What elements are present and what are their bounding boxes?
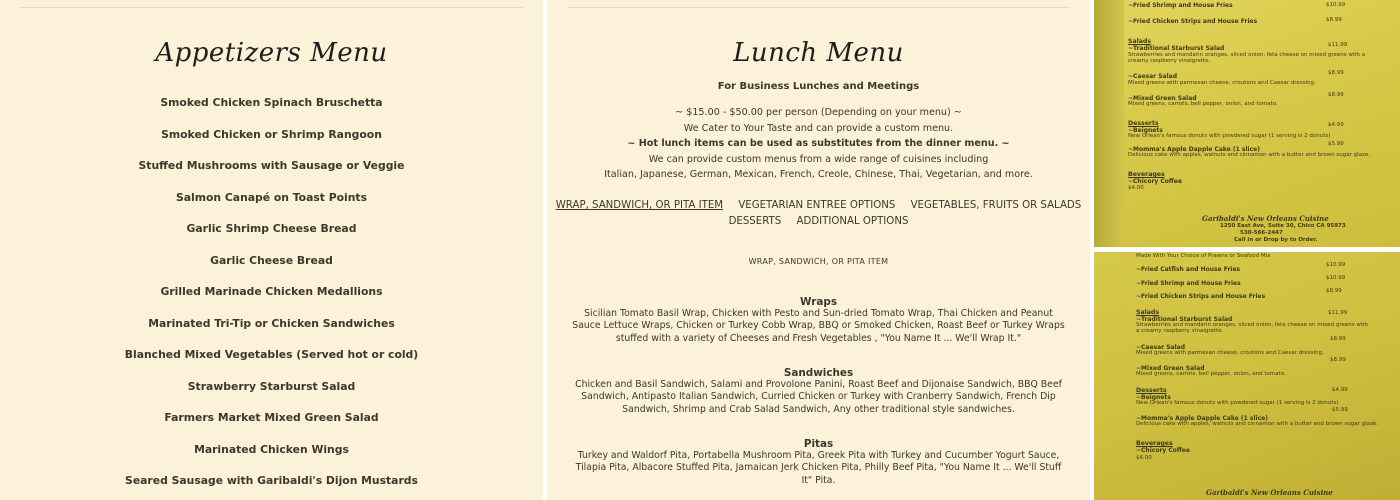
sandwiches-section [547,367,1090,416]
list-item: Grilled Marinade Chicken Medallions [160,285,383,298]
address: 1250 East Ave, Suite 30, Chico CA 95973 [1220,223,1346,229]
lunch-subtitle: For Business Lunches and Meetings [717,81,920,92]
menu-price: $4.99 [1328,122,1344,128]
menu-item: ~Momma's Apple Dapple Cake (1 slice) [1136,415,1268,422]
list-item: Salmon Canapé on Toast Points [175,190,368,204]
tab-vegetables-fruits-salads[interactable]: VEGETABLES, FRUITS OR SALADS [910,200,1082,211]
menu-photo-top [1094,0,1400,247]
restaurant-signature: Garibaldi's New Orleans Cuisine [1206,488,1333,497]
wraps-title: Wraps [799,296,838,308]
cater-text: We Cater to Your Taste and can provide a custom menu. [683,122,954,134]
pitas-text: Turkey and Waldorf Pita, Portabella Mushroom Pita, Greek Pita with Turkey and Cucumber Yogurt Sauce, Tilapia Pita, Albacore Stuffed Pita, Jamaican Jerk Chicken Pita, Philly Beef Pita, "You Name It ... We'll Stuff It" Pita. [575,450,1062,486]
menu-item: ~Mixed Green Salad [1128,95,1197,102]
menu-item: ~Fried Catfish and House Fries [1136,266,1241,273]
wraps-text: Sicilian Tomato Basil Wrap, Chicken with Pesto and Sun-dried Tomato Wrap, Thai Chicken and Peanut Sauce Lettuce Wraps, Chicken or Turkey Cobb Wrap, BBQ or Smoked Chicken, Roast Beef or Turkey Wraps stuffed with a variety of Cheeses and Fresh Vegetables , "You Name It ... We'll Wrap It." [572,308,1065,344]
active-section-heading: WRAP, SANDWICH, OR PITA ITEM [748,257,889,266]
section-heading: Desserts [1128,120,1159,127]
list-item: Smoked Chicken or Shrimp Rangoon [161,127,382,141]
restaurant-signature: Garibaldi's New Orleans Cuisine [1202,214,1329,223]
menu-price: $5.99 [1328,141,1344,147]
menu-price: $5.99 [1332,407,1348,413]
lunch-panel [547,0,1090,500]
menu-desc: Mixed greens with parmesan cheese, croutons and Caesar dressing. [1136,350,1324,356]
pitas-title: Pitas [803,438,834,450]
lunch-info [547,105,1090,183]
list-item: Garlic Shrimp Cheese Bread [186,222,357,235]
list-item: Farmers Market Mixed Green Salad [164,411,379,424]
menu-desc: Strawberries and mandarin oranges, sliced onion, feta cheese on mixed greens with a creamy raspberry vinaigrette. [1136,322,1369,334]
appetizers-title: Appetizers Menu [155,38,388,68]
menu-price: $8.99 [1328,70,1344,76]
menu-price: $10.99 [1326,275,1346,281]
menu-desc: Made With Your Choice of Prawns or Seafood Mix [1136,253,1271,259]
list-item: Marinated Tri-Tip or Chicken Sandwiches [148,316,395,330]
appetizers-list [0,96,543,500]
menu-price: $8.99 [1330,336,1346,342]
menu-price: $8.99 [1326,17,1342,23]
wraps-section [547,296,1090,345]
menu-item: ~Traditional Starburst Salad [1128,45,1225,52]
divider [20,7,523,8]
pitas-section [547,438,1090,487]
list-item: Strawberry Starburst Salad [187,379,356,393]
divider [567,7,1070,8]
custom-menus-text: We can provide custom menus from a wide range of cuisines including [648,153,989,165]
appetizers-panel [0,0,543,500]
menu-price: $11.99 [1328,310,1348,316]
menu-desc: New Orlean's famous donuts with powdered sugar (1 serving is 2 donuts) [1128,133,1331,139]
menu-item: ~Chicory Coffee [1136,447,1190,454]
menu-desc: Strawberries and mandarin oranges, sliced onion, feta cheese on mixed greens with a creamy raspberry vinaigrette. [1128,52,1366,64]
list-item: Marinated Chicken Wings [194,442,349,456]
list-item: Stuffed Mushrooms with Sausage or Veggie [138,159,405,172]
list-item: Smoked Chicken Spinach Bruschetta [160,96,383,109]
order-note: Call in or Drop by to Order. [1234,237,1318,243]
photo-edge [1094,0,1124,247]
menu-item: ~Traditional Starburst Salad [1136,316,1233,323]
menu-price: $4.00 [1128,185,1144,191]
hot-lunch-note: ~ Hot lunch items can be used as substitutes from the dinner menu. ~ [627,138,1010,149]
menu-desc: Delicious cake with apples, walnuts and cinnamon with a butter and brown sugar glaze. [1136,421,1379,427]
tab-desserts[interactable]: DESSERTS [728,216,782,227]
list-item: Seared Sausage with Garibaldi's Dijon Mustards [125,474,418,487]
section-heading: Beverages [1128,171,1165,178]
list-item: Blanched Mixed Vegetables (Served hot or cold) [124,348,419,361]
section-heading: Desserts [1136,387,1167,394]
phone: 530-566-2447 [1240,230,1283,236]
menu-desc: New Orlean's famous donuts with powdered sugar (1 serving is 2 donuts) [1136,400,1339,406]
menu-item: ~Fried Chicken Strips and House Fries [1128,18,1258,25]
menu-photo-bottom [1094,252,1400,500]
menu-item: ~Caesar Salad [1136,344,1185,351]
tab-wrap-sandwich-pita[interactable]: WRAP, SANDWICH, OR PITA ITEM [555,200,724,211]
lunch-title: Lunch Menu [733,38,904,68]
menu-price: $11.99 [1328,42,1348,48]
price-range: ~ $15.00 - $50.00 per person (Depending on your menu) ~ [675,107,962,118]
menu-item: ~Chicory Coffee [1128,178,1182,185]
menu-item: ~Beignets [1128,127,1163,134]
tab-additional-options[interactable]: ADDITIONAL OPTIONS [796,216,909,227]
menu-item: ~Caesar Salad [1128,73,1177,80]
menu-item: ~Fried Shrimp and House Fries [1128,2,1233,9]
menu-price: $8.99 [1328,92,1344,98]
menu-desc: Mixed greens with parmesan cheese, croutons and Caesar dressing. [1128,80,1316,86]
sandwiches-text: Chicken and Basil Sandwich, Salami and Provolone Panini, Roast Beef and Dijonaise Sandwich, BBQ Beef Sandwich, Antipasto Italian Sandwich, Curried Chicken or Turkey with Cranberry Sandwich, French Dip Sandwich, Shrimp and Crab Salad Sandwich, Any other traditional style sandwiches. [575,379,1062,415]
list-item: Garlic Cheese Bread [210,253,333,267]
tab-vegetarian-entree[interactable]: VEGETARIAN ENTREE OPTIONS [738,200,896,211]
menu-item: ~Mixed Green Salad [1136,365,1205,372]
section-heading: Beverages [1136,440,1173,447]
menu-item: ~Momma's Apple Dapple Cake (1 slice) [1128,146,1260,153]
menu-tabs [547,198,1090,230]
menu-item: ~Fried Shrimp and House Fries [1136,280,1241,287]
menu-price: $4.00 [1136,455,1152,461]
cuisines-text: Italian, Japanese, German, Mexican, French, Creole, Chinese, Thai, Vegetarian, and more. [604,169,1033,180]
menu-desc: Mixed greens, carrots, bell pepper, onion, and tomato. [1136,371,1286,377]
menu-price: $10.99 [1326,262,1346,268]
section-heading: Salads [1128,38,1152,45]
section-heading: Salads [1136,309,1160,316]
menu-item: ~Fried Chicken Strips and House Fries [1136,293,1266,300]
menu-price: $4.99 [1332,387,1348,393]
menu-item: ~Beignets [1136,394,1171,401]
menu-price: $8.99 [1330,357,1346,363]
menu-price: $8.99 [1326,288,1342,294]
menu-price: $10.99 [1326,2,1346,8]
menu-desc: Mixed greens, carrots, bell pepper, onion, and tomato. [1128,101,1278,107]
menu-desc: Delicious cake with apples, walnuts and cinnamon with a butter and brown sugar glaze. [1128,152,1371,158]
sandwiches-title: Sandwiches [783,367,854,379]
